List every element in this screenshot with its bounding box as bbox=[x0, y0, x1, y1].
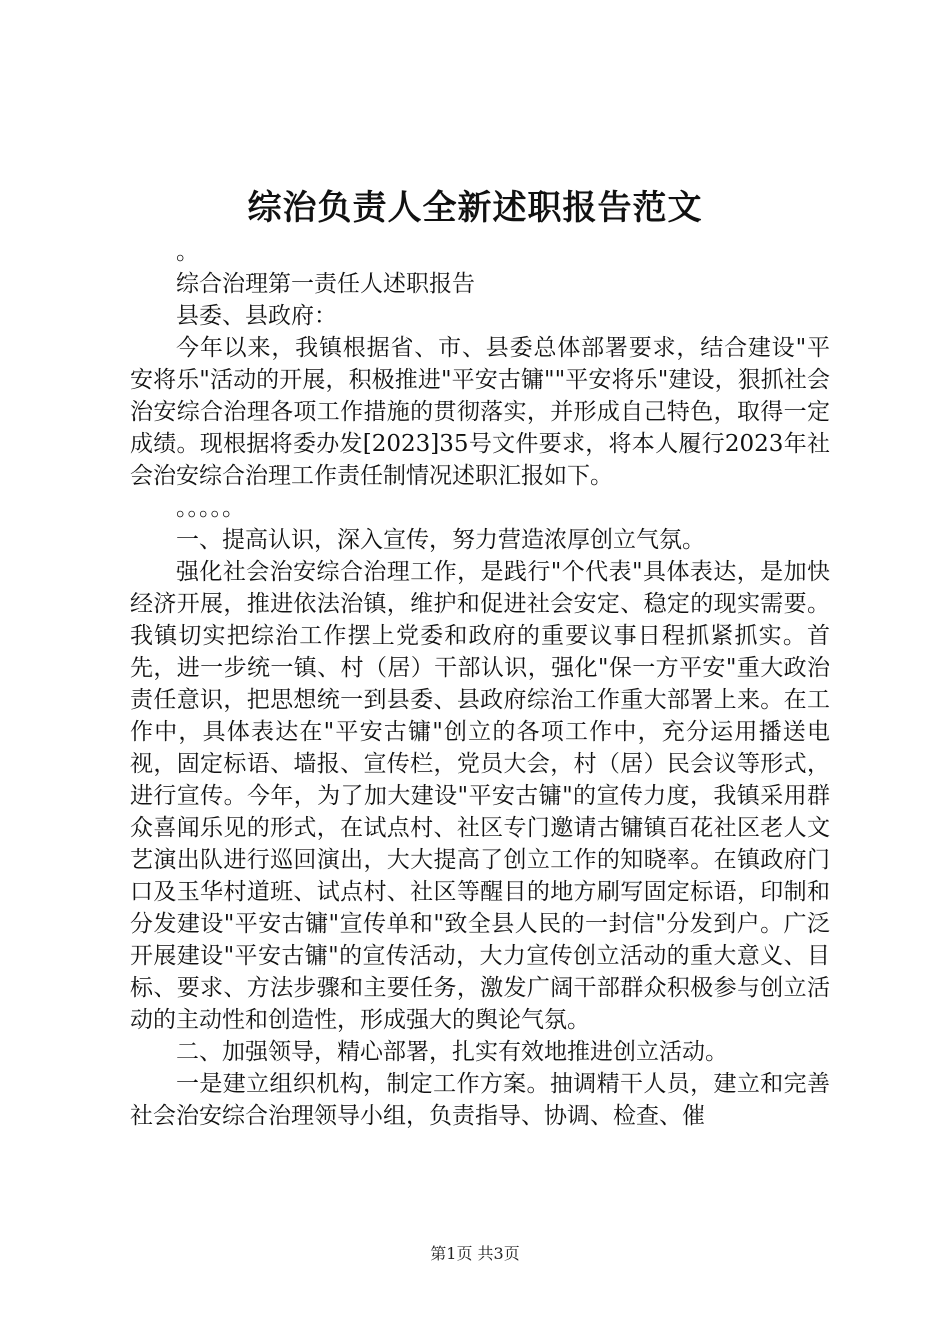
document-title: 综治负责人全新述职报告范文 bbox=[247, 188, 703, 228]
paragraph: 。。。。。 bbox=[176, 495, 245, 521]
paragraph: 一、提高认识，深入宣传，努力营造浓厚创立气氛。 bbox=[176, 527, 705, 553]
paragraph: 县委、县政府： bbox=[176, 303, 337, 329]
paragraph: 二、加强领导，精心部署，扎实有效地推进创立活动。 bbox=[176, 1039, 728, 1065]
paragraph: 强化社会治安综合治理工作，是践行"个代表"具体表达，是加快经济开展，推进依法治镇，维护和促进社会安定、稳定的现实需要。我镇切实把综治工作摆上党委和政府的重要议事日程抓紧抓实。首先，进一步统一镇、村（居）干部认识，强化"保一方平安"重大政治责任意识，把思想统一到县委、县政府综治工作重大部署上来。在工作中，具体表达在"平安古镛"创立的各项工作中，充分运用播送电视，固定标语、墙报、宣传栏，党员大会，村（居）民会议等形式，进行宣传。今年，为了加大建设"平安古镛"的宣传力度，我镇采用群众喜闻乐见的形式，在试点村、社区专门邀请古镛镇百花社区老人文艺演出队进行巡回演出，大大提高了创立工作的知晓率。在镇政府门口及玉华村道班、试点村、社区等醒目的地方刷写固定标语，印制和分发建设"平安古镛"宣传单和"致全县人民的一封信"分发到户。广泛开展建设"平安古镛"的宣传活动，大力宣传创立活动的重大意义、目标、要求、方法步骤和主要任务，激发广阔干部群众积极参与创立活动的主动性和创造性，形成强大的舆论气氛。 bbox=[130, 559, 830, 1033]
document-body bbox=[130, 236, 830, 1132]
paragraph: 一是建立组织机构，制定工作方案。抽调精干人员，建立和完善社会治安综合治理领导小组，负责指导、协调、检查、催 bbox=[130, 1071, 830, 1129]
page-footer: 第1页 共3页 bbox=[430, 1244, 520, 1263]
paragraph: 综合治理第一责任人述职报告 bbox=[176, 271, 475, 297]
paragraph: 。 bbox=[176, 239, 199, 265]
paragraph: 今年以来，我镇根据省、市、县委总体部署要求，结合建设"平安将乐"活动的开展，积极推进"平安古镛""平安将乐"建设，狠抓社会治安综合治理各项工作措施的贯彻落实，并形成自己特色，取得一定成绩。现根据将委办发[2023]35号文件要求，将本人履行2023年社会治安综合治理工作责任制情况述职汇报如下。 bbox=[130, 335, 830, 489]
